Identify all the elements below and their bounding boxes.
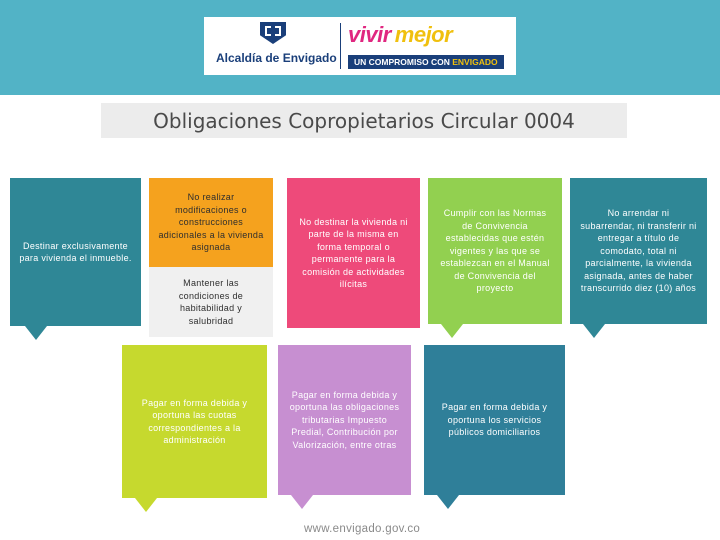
box-pagar-cuotas-tail [135, 498, 157, 512]
title-box [101, 103, 627, 138]
box-pagar-obligaciones [278, 345, 411, 495]
tagline-prefix: UN COMPROMISO CON [354, 57, 450, 67]
tagline-badge [348, 55, 504, 69]
logo-mejor: mejor [394, 22, 453, 47]
text-pagar-cuotas: Pagar en forma debida y oportuna las cuotas correspondientes a la administración [141, 397, 248, 445]
logo-vivir: vivir [348, 22, 391, 47]
box-destinar-tail [25, 326, 47, 340]
box-pagar-servicios [424, 345, 565, 495]
text-pagar-obligaciones: Pagar en forma debida y oportuna las obligaciones tributarias Impuesto Predial, Contribución por Valorización, entre otras [289, 389, 400, 450]
text-mantener: Mantener las condiciones de habitabilidad y salubridad [178, 278, 244, 326]
tagline-highlight: ENVIGADO [452, 57, 498, 67]
box-no-arrendar-tail [583, 324, 605, 338]
box-pagar-cuotas [122, 345, 267, 498]
logo-divider [340, 23, 341, 69]
box-pagar-servicios-tail [437, 495, 459, 509]
box-no-arrendar [570, 178, 707, 324]
footer-url[interactable]: www.envigado.gov.co [304, 523, 421, 535]
brand-name: Alcaldía de Envigado [216, 51, 337, 65]
text-no-destinar: No destinar la vivienda ni parte de la misma en forma temporal o permanente para la comisión de actividades ilícitas [299, 216, 408, 289]
box-mantener [149, 267, 273, 337]
vivir-mejor-logo [348, 22, 452, 48]
box-no-destinar [287, 178, 420, 328]
page-title: Obligaciones Copropietarios Circular 0004 [153, 109, 575, 133]
text-no-arrendar: No arrendar ni subarrendar, ni transferir ni entregar a título de comodato, total ni parcialmente, la vivienda asignada, antes de haber transcurrido diez (10) años [580, 208, 697, 294]
text-no-realizar: No realizar modificaciones o construcciones adicionales a la vivienda asignada [158, 192, 264, 253]
box-destinar [10, 178, 141, 326]
box-cumplir-tail [441, 324, 463, 338]
text-destinar: Destinar exclusivamente para vivienda el inmueble. [19, 240, 132, 263]
box-no-realizar [149, 178, 273, 267]
box-cumplir [428, 178, 562, 324]
text-pagar-servicios: Pagar en forma debida y oportuna los servicios públicos domiciliarios [441, 402, 548, 438]
logo-card [204, 17, 516, 75]
header-banner [0, 0, 720, 95]
municipal-seal-icon [260, 22, 286, 44]
text-cumplir: Cumplir con las Normas de Convivencia establecidas que estén vigentes y las que se establezcan en el Manual de Convivencia del proyecto [440, 208, 550, 294]
box-pagar-obligaciones-tail [291, 495, 313, 509]
